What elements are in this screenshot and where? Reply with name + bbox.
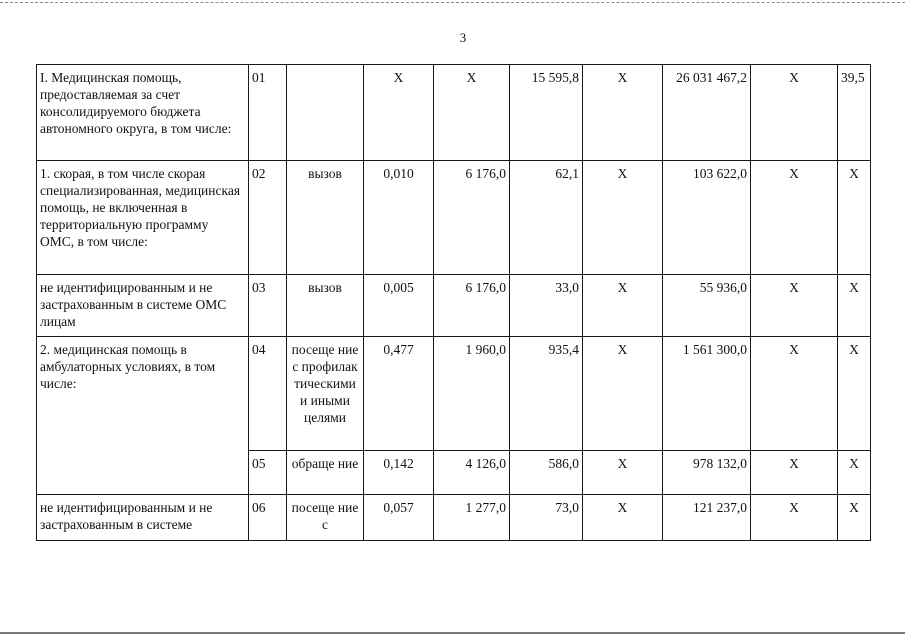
row-code: 01 bbox=[249, 65, 287, 161]
scan-edge-bottom bbox=[0, 632, 905, 634]
row-norm: X bbox=[364, 65, 434, 161]
row-code: 05 bbox=[249, 451, 287, 495]
row-col6: X bbox=[583, 65, 663, 161]
row-cost: 6 176,0 bbox=[434, 161, 510, 275]
row-pct: X bbox=[838, 161, 871, 275]
row-col8: X bbox=[751, 337, 838, 451]
row-cost: 1 277,0 bbox=[434, 495, 510, 541]
row-col8: X bbox=[751, 65, 838, 161]
row-per-capita: 15 595,8 bbox=[510, 65, 583, 161]
row-total: 26 031 467,2 bbox=[663, 65, 751, 161]
row-total: 121 237,0 bbox=[663, 495, 751, 541]
row-norm: 0,057 bbox=[364, 495, 434, 541]
row-name: I. Медицинская помощь, предоставляемая за счет консолидируемого бюджета автономного округа, в том числе: bbox=[37, 65, 249, 161]
row-per-capita: 586,0 bbox=[510, 451, 583, 495]
row-col8: X bbox=[751, 275, 838, 337]
row-col6: X bbox=[583, 451, 663, 495]
row-cost: 6 176,0 bbox=[434, 275, 510, 337]
row-unit bbox=[287, 65, 364, 161]
table-row bbox=[37, 275, 871, 337]
row-col6: X bbox=[583, 337, 663, 451]
scan-edge-top bbox=[0, 2, 905, 3]
row-unit: вызов bbox=[287, 161, 364, 275]
row-col8: X bbox=[751, 161, 838, 275]
row-total: 103 622,0 bbox=[663, 161, 751, 275]
row-pct: X bbox=[838, 451, 871, 495]
row-col6: X bbox=[583, 495, 663, 541]
funding-table bbox=[36, 64, 871, 541]
row-col8: X bbox=[751, 495, 838, 541]
row-pct: X bbox=[838, 495, 871, 541]
row-unit: вызов bbox=[287, 275, 364, 337]
row-col8: X bbox=[751, 451, 838, 495]
row-per-capita: 62,1 bbox=[510, 161, 583, 275]
row-col6: X bbox=[583, 275, 663, 337]
row-norm: 0,010 bbox=[364, 161, 434, 275]
row-name: не идентифицированным и не застрахованным в системе ОМС лицам bbox=[37, 275, 249, 337]
row-name: 1. скорая, в том числе скорая специализированная, медицинская помощь, не включенная в территориальную программу ОМС, в том числе: bbox=[37, 161, 249, 275]
row-total: 978 132,0 bbox=[663, 451, 751, 495]
row-cost: 4 126,0 bbox=[434, 451, 510, 495]
row-unit: посеще ние с bbox=[287, 495, 364, 541]
row-unit: обраще ние bbox=[287, 451, 364, 495]
row-norm: 0,142 bbox=[364, 451, 434, 495]
page-number: 3 bbox=[459, 30, 467, 45]
table-row bbox=[37, 337, 871, 451]
table-row bbox=[37, 161, 871, 275]
table-row bbox=[37, 65, 871, 161]
row-norm: 0,005 bbox=[364, 275, 434, 337]
row-total: 1 561 300,0 bbox=[663, 337, 751, 451]
row-cost: X bbox=[434, 65, 510, 161]
row-code: 02 bbox=[249, 161, 287, 275]
row-per-capita: 73,0 bbox=[510, 495, 583, 541]
row-total: 55 936,0 bbox=[663, 275, 751, 337]
row-code: 04 bbox=[249, 337, 287, 451]
row-col6: X bbox=[583, 161, 663, 275]
row-code: 03 bbox=[249, 275, 287, 337]
row-norm: 0,477 bbox=[364, 337, 434, 451]
row-name: не идентифицированным и не застрахованным в системе bbox=[37, 495, 249, 541]
row-cost: 1 960,0 bbox=[434, 337, 510, 451]
row-unit: посеще ние с профилак тическими и иными целями bbox=[287, 337, 364, 451]
row-per-capita: 33,0 bbox=[510, 275, 583, 337]
row-code: 06 bbox=[249, 495, 287, 541]
row-name: 2. медицинская помощь в амбулаторных условиях, в том числе: bbox=[37, 337, 249, 495]
row-pct: X bbox=[838, 337, 871, 451]
table-row bbox=[37, 495, 871, 541]
row-pct: X bbox=[838, 275, 871, 337]
row-pct: 39,5 bbox=[838, 65, 871, 161]
row-per-capita: 935,4 bbox=[510, 337, 583, 451]
